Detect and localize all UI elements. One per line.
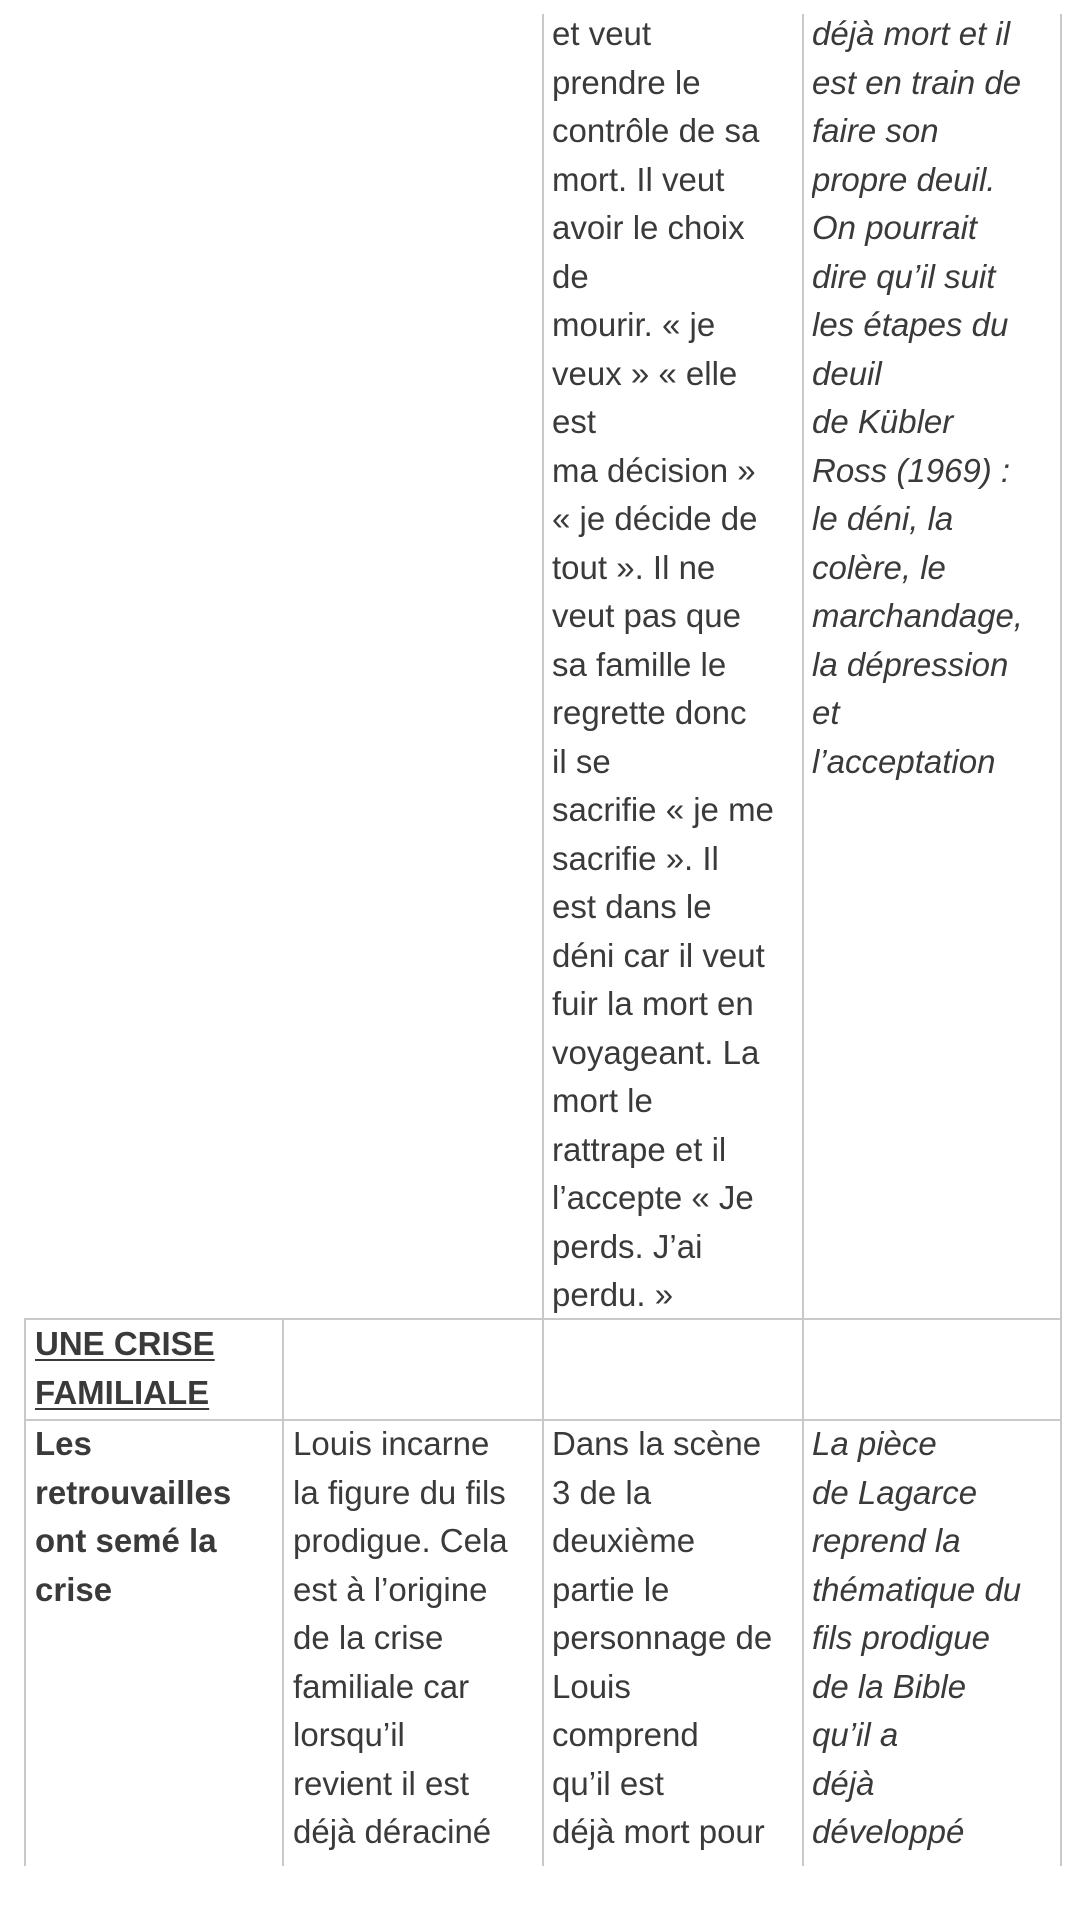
table-cell-method: et veut prendre le contrôle de sa mort. Il veut avoir le choix de mourir. « je veux » « elle est ma décision » « je décide de tout ». Il ne veut pas que sa famille le regrette donc il se sacrifie « je me sacrifie ». Il est dans le déni car il veut fuir la mort en voyageant. La mort le rattrape et il l’accepte « Je perds. J’ai perdu. » [552,15,774,1313]
table-cell-explanation: Louis incarne la figure du fils prodigue. Cela est à l’origine de la crise familiale car lorsqu’il revient il est déjà déraciné [293,1425,508,1850]
table-border [802,14,804,1866]
table-border [24,1318,26,1866]
table-cell-analysis: La pièce de Lagarce reprend la thématique du fils prodigue de la Bible qu’il a déjà développé [812,1425,1022,1850]
table-cell-analysis: déjà mort et il est en train de faire son propre deuil. On pourrait dire qu’il suit les étapes du deuil de Kübler Ross (1969) : le déni, la colère, le marchandage, la dépression et l’acceptation [812,15,1023,780]
table-cell-theme: Les retrouvailles ont semé la crise [35,1425,232,1608]
section-heading: UNE CRISE FAMILIALE [35,1325,215,1411]
table-cell-method: Dans la scène 3 de la deuxième partie le personnage de Louis comprend qu’il est déjà mort pour [552,1425,773,1850]
